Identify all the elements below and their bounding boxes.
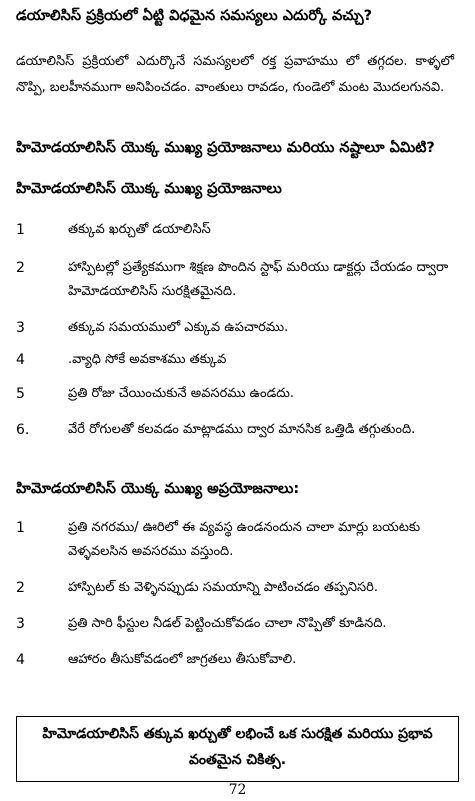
page-number: 72 [228, 782, 247, 798]
list-item-number: 4 [16, 352, 25, 368]
advantage-item: వేరే రోగులతో కలవడం మాట్లాడము ద్వార మానసిక ఒత్తిడి తగ్గుతుంది. [68, 422, 416, 437]
disadvantage-item: హాస్పిటల్ కు వెళ్ళినప్పుడు సమయాన్ని పాటించడం తప్పనిసరి. [68, 580, 379, 595]
problems-paragraph: డయాలిసిస్ ప్రక్రియలో ఎదుర్కొనే సమస్యలలో రక్త ప్రవాహము లో తగ్గదల. కాళ్ళలో నొప్పి, బలహీనముగా అనిపించడం. వాంతులు రావడం, గుండెలో మంట మొదలగునవి. [16, 54, 454, 95]
list-item-number: 2 [16, 260, 25, 276]
advantages-heading: హిమోడయాలిసిస్ యొక్క ముఖ్య ప్రయోజనాలు [16, 181, 282, 197]
advantage-item: హాస్పిటల్లో ప్రత్యేకముగా శిక్షణ పొందిన స్టాఫ్ మరియు డాక్టర్లు చేయడం ద్వారా హిమోడయాలిసిస్ సురక్షితమైనది. [68, 260, 449, 299]
advantage-item: తక్కువ ఖర్చుతో డయాలిసిస్ [68, 222, 211, 237]
advantage-item: తక్కువ సమయములో ఎక్కువ ఉపచారము. [68, 320, 289, 335]
advantage-item: .వ్యాధి సోకే అవకాశము తక్కువ [68, 352, 227, 367]
disadvantage-item: ప్రతి నగరము/ ఊరిలో ఈ వ్యవస్థ ఉండనందున చాలా మార్లు బయటకు వెళ్ళవలసిన అవసరము వస్తుంది. [68, 520, 421, 559]
summary-callout-box: హిమోడయాలిసిస్ తక్కువ ఖర్చుతో లభించే ఒక సురక్షిత మరియు ప్రభావ వంతమైన చికిత్స. [16, 716, 459, 782]
list-item-number: 3 [16, 616, 25, 632]
disadvantage-item: ఆహారం తీసుకోవడంలో జాగ్రతలు తీసుకోవాలి. [68, 652, 297, 667]
disadvantages-heading: హిమోడయాలిసిస్ యొక్క ముఖ్య అప్రయోజనాలు: [16, 481, 300, 497]
list-item-number: 1 [16, 520, 25, 536]
list-item-number: 4 [16, 652, 25, 668]
list-item-number: 1 [16, 222, 25, 238]
list-item-number: 6. [16, 422, 30, 438]
list-item-number: 5 [16, 386, 25, 402]
advantage-item: ప్రతి రోజు చేయించుకునే అవసరము ఉండదు. [68, 386, 295, 401]
section-heading-problems: డయాలిసిస్ ప్రక్రియలో ఏట్టి విధమైన సమస్యలు ఎదుర్కో వచ్చు? [16, 8, 373, 24]
disadvantage-item: ప్రతి సారి ఫీస్టుల నీడల్ పెట్టించుకోవడం చాలా నొప్పితో కూడినది. [68, 616, 387, 631]
list-item-number: 2 [16, 580, 25, 596]
list-item-number: 3 [16, 320, 25, 336]
section-heading-pros-cons: హిమోడయాలిసిస్ యొక్క ముఖ్య ప్రయోజనాలు మరియు నష్టాలూ ఏమిటి? [16, 140, 435, 156]
